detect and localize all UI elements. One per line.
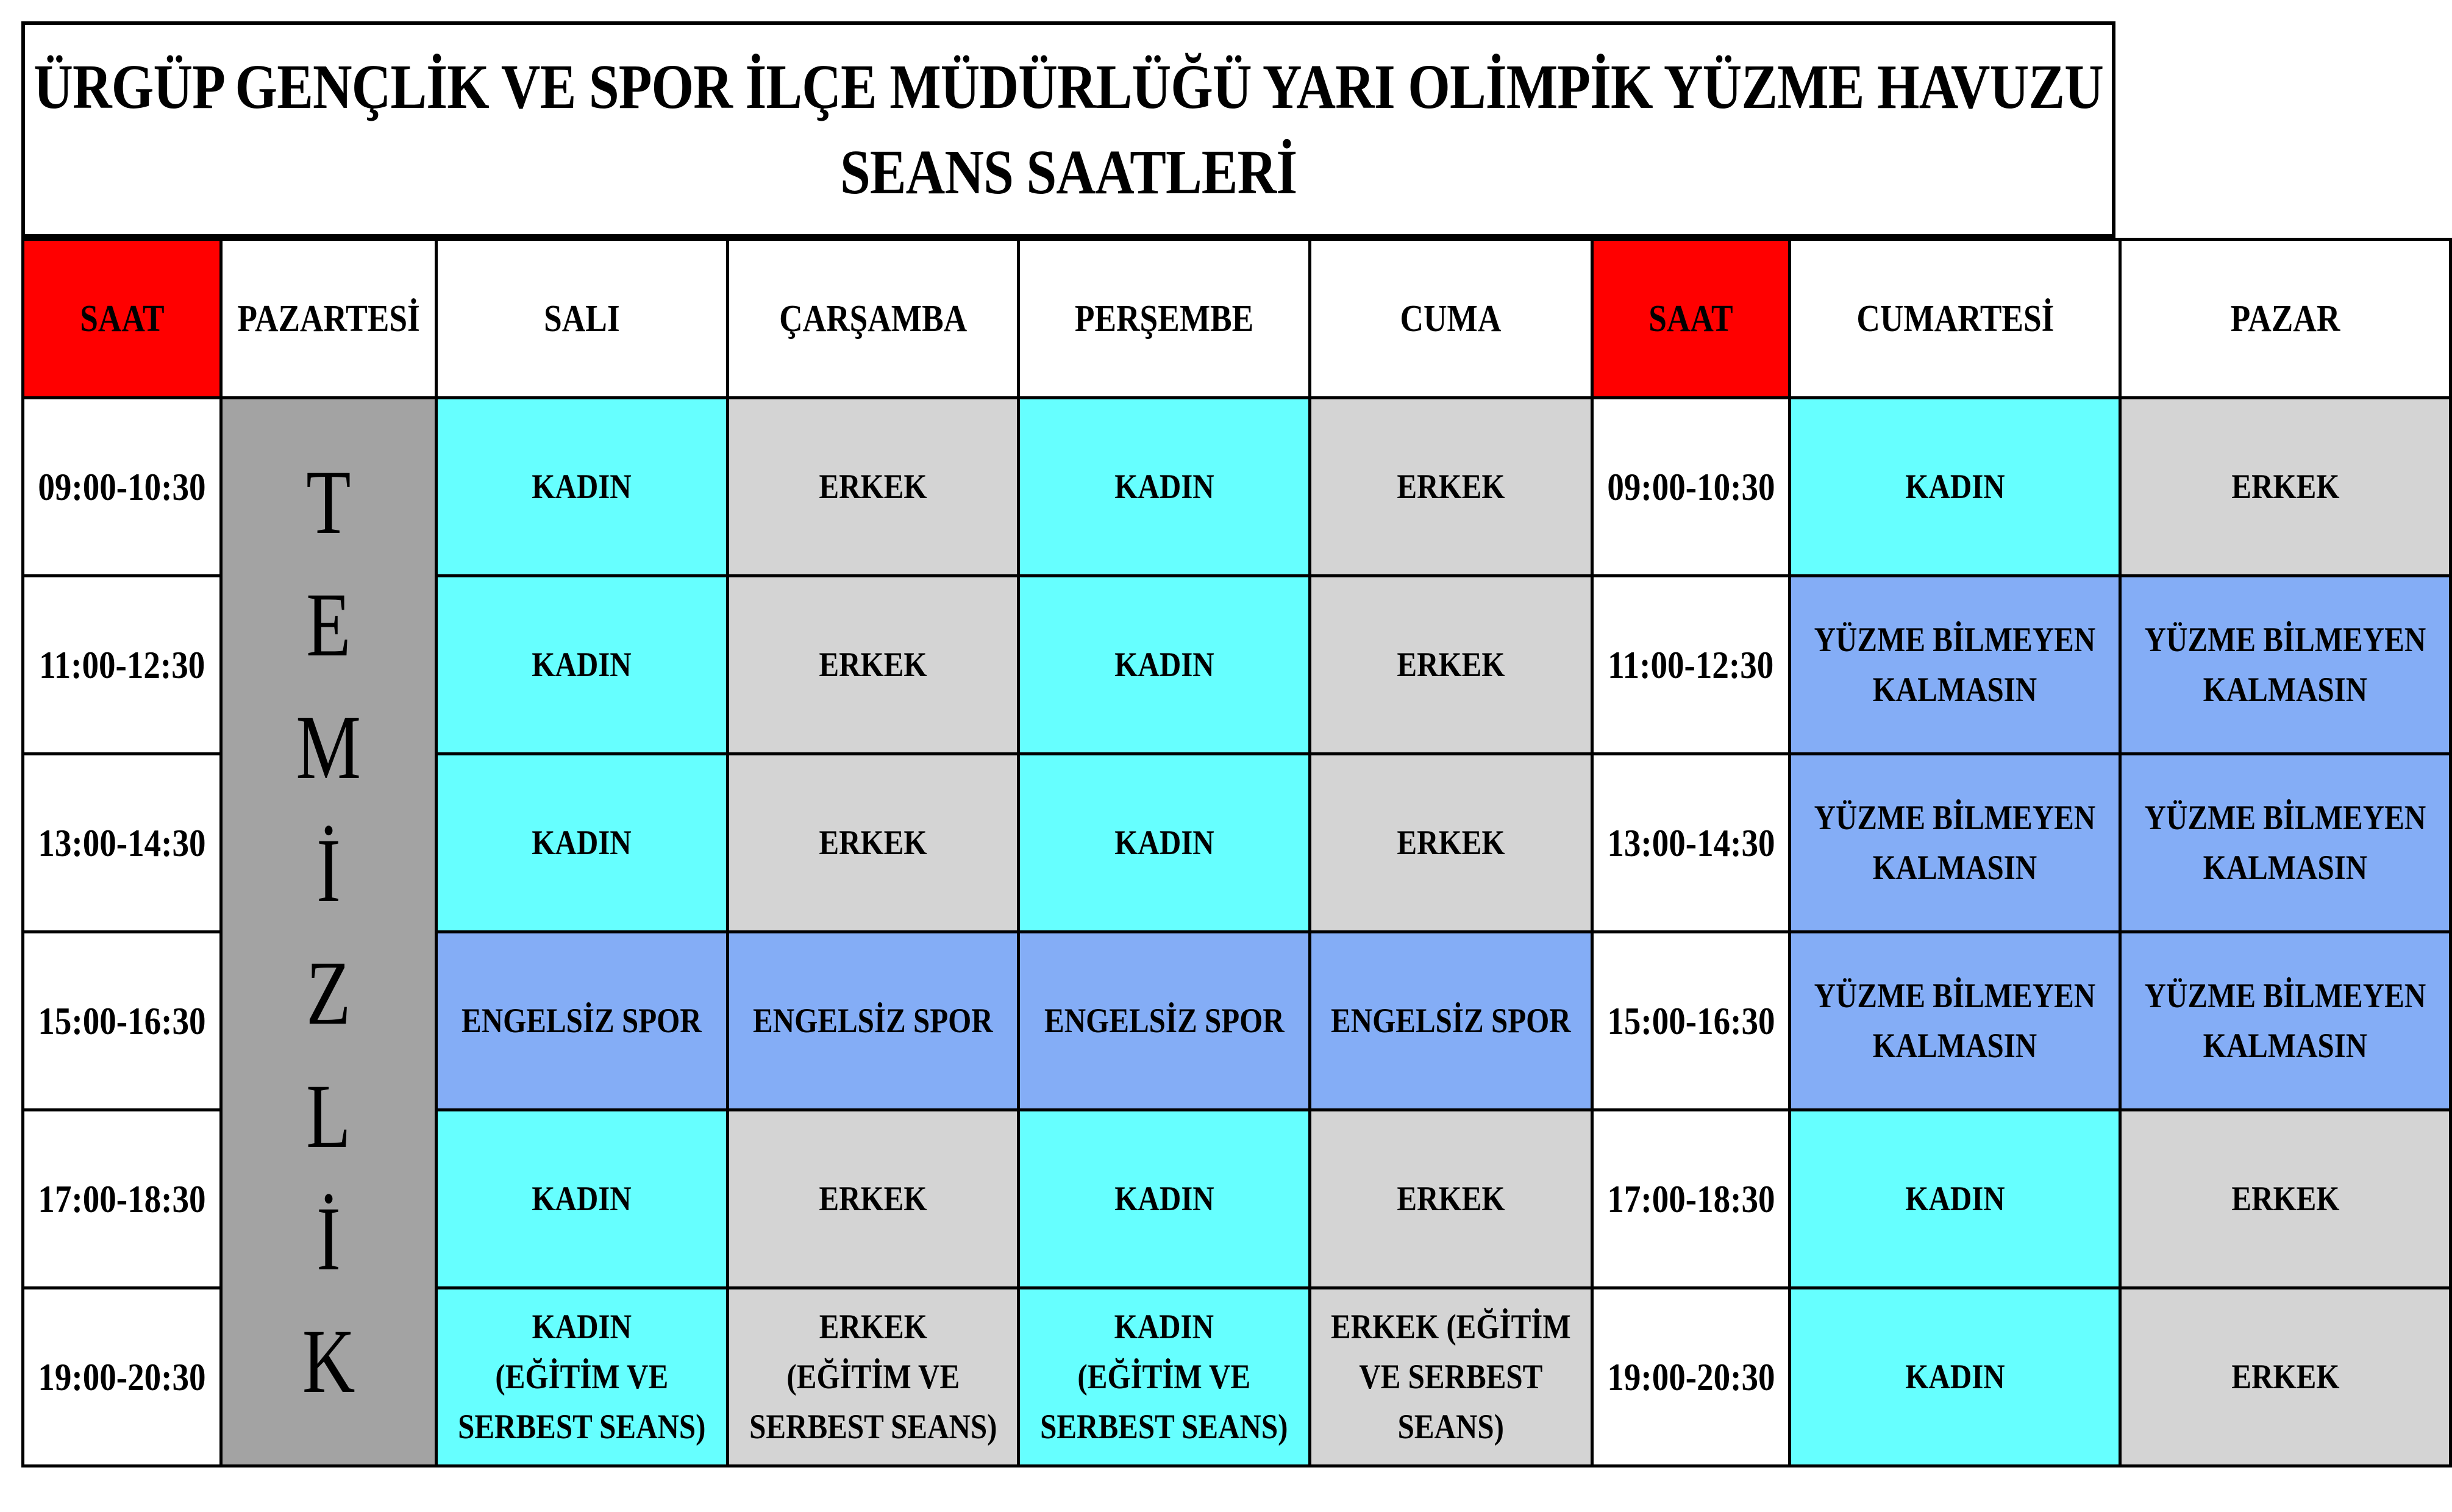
session-cell: KADIN (EĞİTİM VE SERBEST SEANS) xyxy=(437,1288,728,1466)
time-cell-weekend: 11:00-12:30 xyxy=(1592,576,1790,754)
session-cell: KADIN xyxy=(437,398,728,576)
session-cell: ERKEK xyxy=(1310,1110,1592,1288)
header-saat: SAAT xyxy=(23,240,221,398)
session-cell: ERKEK (EĞİTİM VE SERBEST SEANS) xyxy=(727,1288,1019,1466)
temizlik-vertical-text: T E M İ Z L İ K xyxy=(296,451,362,1413)
session-cell: ERKEK xyxy=(727,1110,1019,1288)
time-cell: 17:00-18:30 xyxy=(23,1110,221,1288)
schedule-title xyxy=(21,21,2115,238)
header-cumartesi: CUMARTESİ xyxy=(1790,240,2120,398)
time-cell: 09:00-10:30 xyxy=(23,398,221,576)
time-cell: 13:00-14:30 xyxy=(23,754,221,932)
session-cell: ERKEK xyxy=(727,576,1019,754)
session-cell: KADIN xyxy=(1019,1110,1310,1288)
header-sali: SALI xyxy=(437,240,728,398)
time-cell: 15:00-16:30 xyxy=(23,932,221,1110)
session-cell: KADIN xyxy=(1790,1288,2120,1466)
session-cell: ENGELSİZ SPOR xyxy=(1019,932,1310,1110)
session-cell: YÜZME BİLMEYEN KALMASIN xyxy=(2120,754,2451,932)
header-pazartesi: PAZARTESİ xyxy=(221,240,436,398)
title-line-1: ÜRGÜP GENÇLİK VE SPOR İLÇE MÜDÜRLÜĞÜ YARI OLİMPİK YÜZME HAVUZU xyxy=(34,51,2103,122)
session-cell: ERKEK xyxy=(1310,398,1592,576)
session-cell: YÜZME BİLMEYEN KALMASIN xyxy=(2120,932,2451,1110)
schedule-table xyxy=(21,238,2452,1467)
time-cell: 11:00-12:30 xyxy=(23,576,221,754)
session-cell: KADIN xyxy=(1790,398,2120,576)
session-cell: ENGELSİZ SPOR xyxy=(727,932,1019,1110)
session-cell: YÜZME BİLMEYEN KALMASIN xyxy=(1790,576,2120,754)
session-cell: KADIN xyxy=(437,754,728,932)
session-cell: KADIN xyxy=(1019,576,1310,754)
session-cell: ERKEK xyxy=(2120,398,2451,576)
session-cell: ERKEK xyxy=(2120,1288,2451,1466)
time-cell-weekend: 09:00-10:30 xyxy=(1592,398,1790,576)
temizlik-cell xyxy=(221,398,436,1466)
session-cell: KADIN xyxy=(1790,1110,2120,1288)
session-cell: ERKEK xyxy=(727,754,1019,932)
session-cell: ENGELSİZ SPOR xyxy=(437,932,728,1110)
title-line-2: SEANS SAATLERİ xyxy=(839,137,1297,207)
header-carsamba: ÇARŞAMBA xyxy=(727,240,1019,398)
session-cell: ERKEK xyxy=(727,398,1019,576)
header-persembe: PERŞEMBE xyxy=(1019,240,1310,398)
time-cell-weekend: 17:00-18:30 xyxy=(1592,1110,1790,1288)
session-cell: KADIN (EĞİTİM VE SERBEST SEANS) xyxy=(1019,1288,1310,1466)
session-cell: ERKEK (EĞİTİM VE SERBEST SEANS) xyxy=(1310,1288,1592,1466)
session-cell: ERKEK xyxy=(1310,576,1592,754)
header-pazar: PAZAR xyxy=(2120,240,2451,398)
time-cell-weekend: 15:00-16:30 xyxy=(1592,932,1790,1110)
session-cell: KADIN xyxy=(1019,754,1310,932)
time-cell-weekend: 13:00-14:30 xyxy=(1592,754,1790,932)
session-cell: ENGELSİZ SPOR xyxy=(1310,932,1592,1110)
header-saat-weekend: SAAT xyxy=(1592,240,1790,398)
time-cell-weekend: 19:00-20:30 xyxy=(1592,1288,1790,1466)
session-cell: YÜZME BİLMEYEN KALMASIN xyxy=(1790,932,2120,1110)
session-cell: YÜZME BİLMEYEN KALMASIN xyxy=(2120,576,2451,754)
header-row xyxy=(23,240,2451,398)
session-cell: ERKEK xyxy=(2120,1110,2451,1288)
session-cell: KADIN xyxy=(437,576,728,754)
header-cuma: CUMA xyxy=(1310,240,1592,398)
time-cell: 19:00-20:30 xyxy=(23,1288,221,1466)
session-cell: KADIN xyxy=(1019,398,1310,576)
schedule-row xyxy=(23,398,2451,576)
session-cell: YÜZME BİLMEYEN KALMASIN xyxy=(1790,754,2120,932)
session-cell: ERKEK xyxy=(1310,754,1592,932)
session-cell: KADIN xyxy=(437,1110,728,1288)
